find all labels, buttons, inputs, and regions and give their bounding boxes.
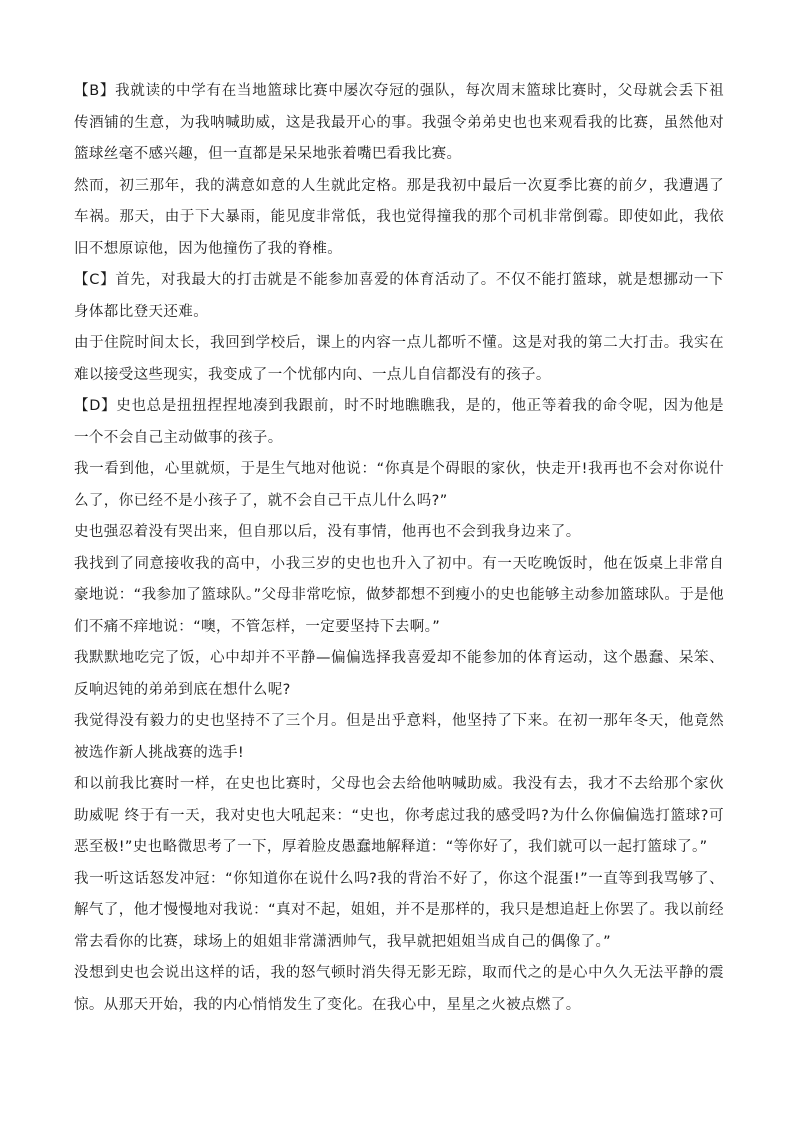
paragraph-angry-words: 我一看到他，心里就烦，于是生气地对他说：“你真是个碍眼的家伙，快走开!我再也不会对你说什么了，你已经不是小孩子了，就不会自己干点儿什么吗?”: [74, 461, 724, 509]
paragraph-explanation: 我一听这话怒发冲冠：“你知道你在说什么吗?我的背治不好了，你这个混蛋!”一直等到我骂够了、解气了，他才慢慢地对我说：“真对不起，姐姐，并不是那样的，我只是想追赶上你罢了。我以前经常去看你的比赛，球场上的姐姐非常潇洒帅气，我早就把姐姐当成自己的偶像了。”: [74, 870, 724, 950]
paragraph-c-blow: 【C】首先，对我最大的打击就是不能参加喜爱的体育活动了。不仅不能打篮球，就是想挪动一下身体都比登天还难。: [74, 272, 724, 320]
document-body: [74, 76, 724, 1021]
paragraph-confrontation: 和以前我比赛时一样，在史也比赛时，父母也会去给他呐喊助威。我没有去，我才不去给那个家伙助威呢 终于有一天，我对史也大吼起来：“史也，你考虑过我的感受吗?为什么你偏偏选打篮球?可恶至极!”史也略微思考了一下，厚着脸皮愚蠢地解释道：“等你好了，我们就可以一起打篮球了。”: [74, 776, 724, 855]
paragraph-school-return: 由于住院时间太长，我回到学校后，课上的内容一点儿都听不懂。这是对我的第二大打击。我实在难以接受这些现实，我变成了一个忧郁内向、一点儿自信都没有的孩子。: [74, 335, 724, 383]
paragraph-shiye-withdraws: 史也强忍着没有哭出来，但自那以后，没有事情，他再也不会到我身边来了。: [74, 524, 581, 540]
paragraph-d-shiye: 【D】史也总是扭扭捏捏地凑到我跟前，时不时地瞧瞧我，是的，他正等着我的命令呢，因为他是一个不会自己主动做事的孩子。: [74, 398, 724, 446]
paragraph-perseverance: 我觉得没有毅力的史也坚持不了三个月。但是出乎意料，他坚持了下来。在初一那年冬天，他竟然被选作新人挑战赛的选手!: [74, 713, 724, 761]
paragraph-silent-dinner: 我默默地吃完了饭，心中却并不平静—偏偏选择我喜爱却不能参加的体育运动，这个愚蠢、呆笨、反响迟钝的弟弟到底在想什么呢?: [74, 650, 724, 698]
paragraph-basketball-team: 我找到了同意接收我的高中，小我三岁的史也也升入了初中。有一天吃晚饭时，他在饭桌上非常自豪地说：“我参加了篮球队。”父母非常吃惊，做梦都想不到瘦小的史也能够主动参加篮球队。于是他们不痛不痒地说：“噢，不管怎样，一定要坚持下去啊。”: [74, 555, 724, 635]
paragraph-accident: 然而，初三那年，我的满意如意的人生就此定格。那是我初中最后一次夏季比赛的前夕，我遭遇了车祸。那天，由于下大暴雨，能见度非常低，我也觉得撞我的那个司机非常倒霉。即使如此，我依旧不想原谅他，因为他撞伤了我的脊椎。: [74, 177, 724, 257]
paragraph-change: 没想到史也会说出这样的话，我的怒气顿时消失得无影无踪，取而代之的是心中久久无法平静的震惊。从那天开始，我的内心悄悄发生了变化。在我心中，星星之火被点燃了。: [74, 965, 724, 1013]
paragraph-b-intro: 【B】我就读的中学有在当地篮球比赛中屡次夺冠的强队，每次周末篮球比赛时，父母就会丢下祖传酒铺的生意，为我呐喊助威，这是我最开心的事。我强令弟弟史也也来观看我的比赛，虽然他对篮球丝毫不感兴趣，但一直都是呆呆地张着嘴巴看我比赛。: [74, 83, 724, 162]
